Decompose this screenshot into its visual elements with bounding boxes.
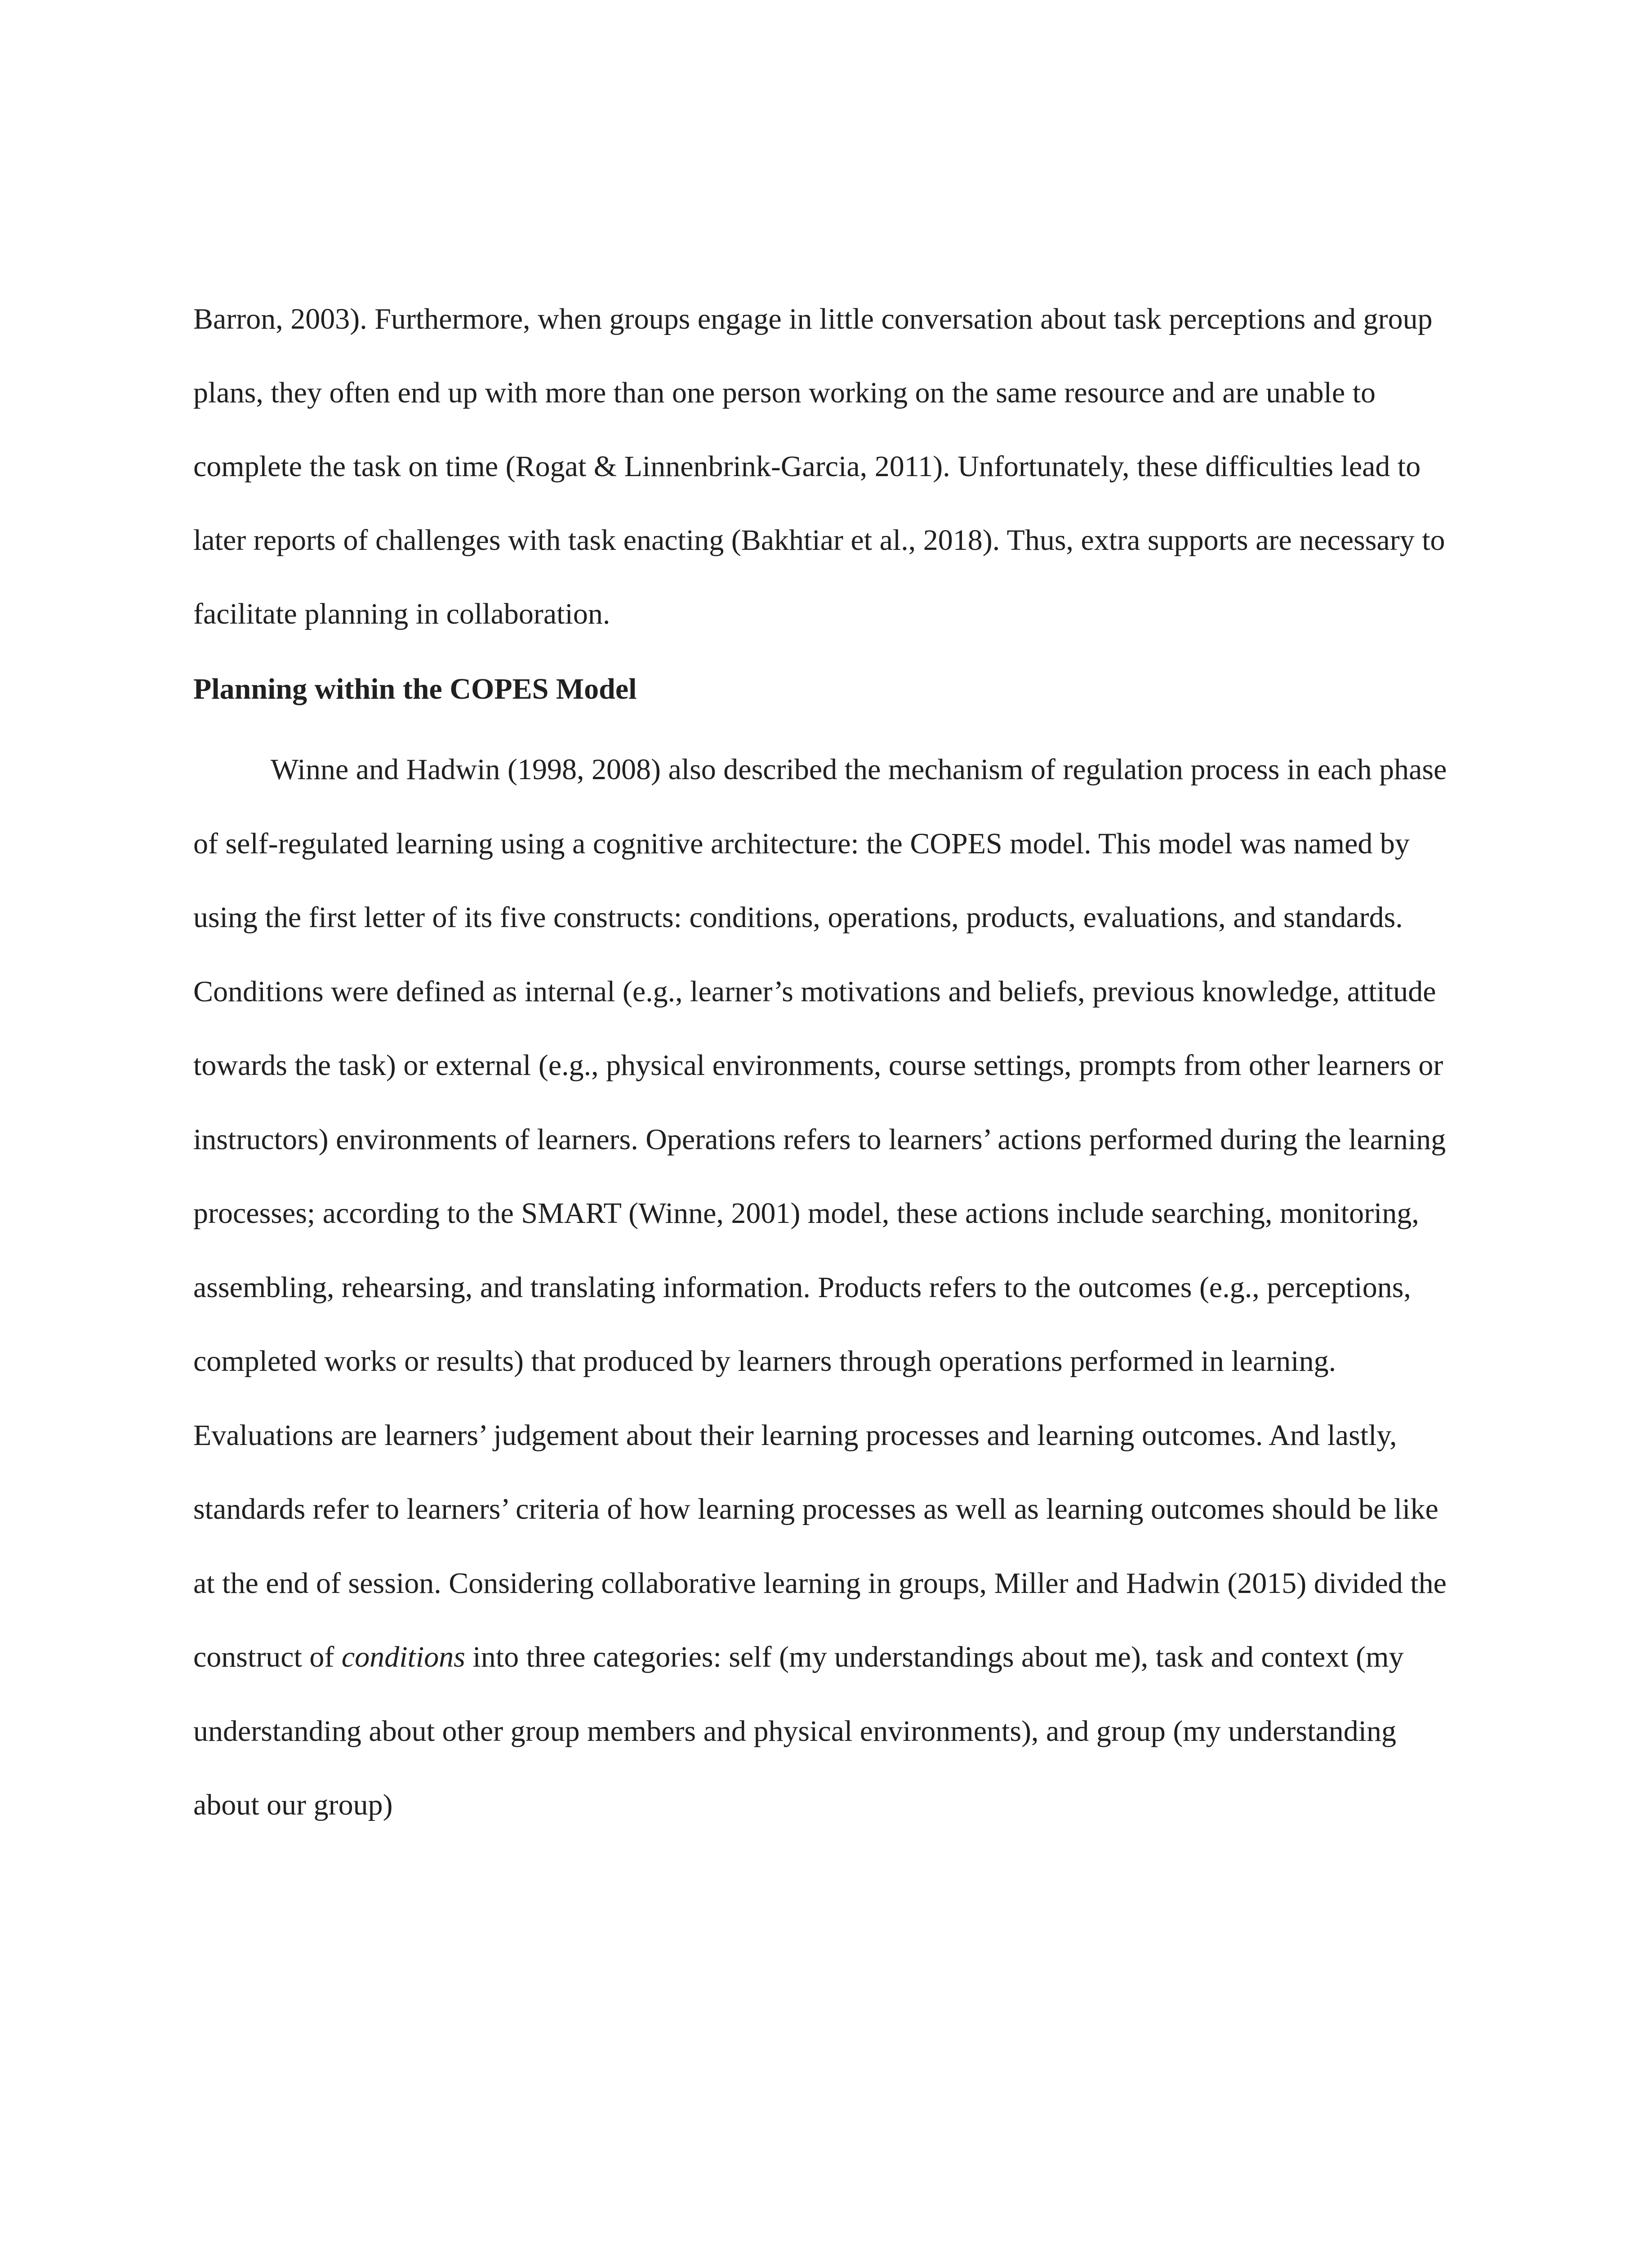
italic-term-conditions: conditions: [341, 1641, 465, 1673]
paragraph-text-part-2: into three categories: self (my understandings about me), task and context (my understanding about other group members and physical environments), and group (my understanding about our group): [193, 1641, 1404, 1821]
paragraph-text-part-1: Winne and Hadwin (1998, 2008) also described the mechanism of regulation process in each phase of self-regulated learning using a cognitive architecture: the COPES model. This model was named by using the first letter of its five constructs: conditions, operations, products, evaluations, and standards. Conditions were defined as internal (e.g., learner’s motivations and beliefs, previous knowledge, attitude towards the task) or external (e.g., physical environments, course settings, prompts from other learners or instructors) environments of learners. Operations refers to learners’ actions performed during the learning processes; according to the SMART (Winne, 2001) model, these actions include searching, monitoring, assembling, rehearsing, and translating information. Products refers to the outcomes (e.g., perceptions, completed works or results) that produced by learners through operations performed in learning. Evaluations are learners’ judgement about their learning processes and learning outcomes. And lastly, standards refer to learners’ criteria of how learning processes as well as learning outcomes should be like at the end of session. Considering collaborative learning in groups, Miller and Hadwin (2015) divided the construct of: [193, 753, 1447, 1673]
body-paragraph-copes: [193, 733, 1456, 1842]
body-paragraph-continuation: Barron, 2003). Furthermore, when groups engage in little conversation about task perceptions and group plans, they often end up with more than one person working on the same resource and are unable to complete the task on time (Rogat & Linnenbrink-Garcia, 2011). Unfortunately, these difficulties lead to later reports of challenges with task enacting (Bakhtiar et al., 2018). Thus, extra supports are necessary to facilitate planning in collaboration.: [193, 303, 1445, 630]
section-heading: Planning within the COPES Model: [193, 673, 637, 705]
